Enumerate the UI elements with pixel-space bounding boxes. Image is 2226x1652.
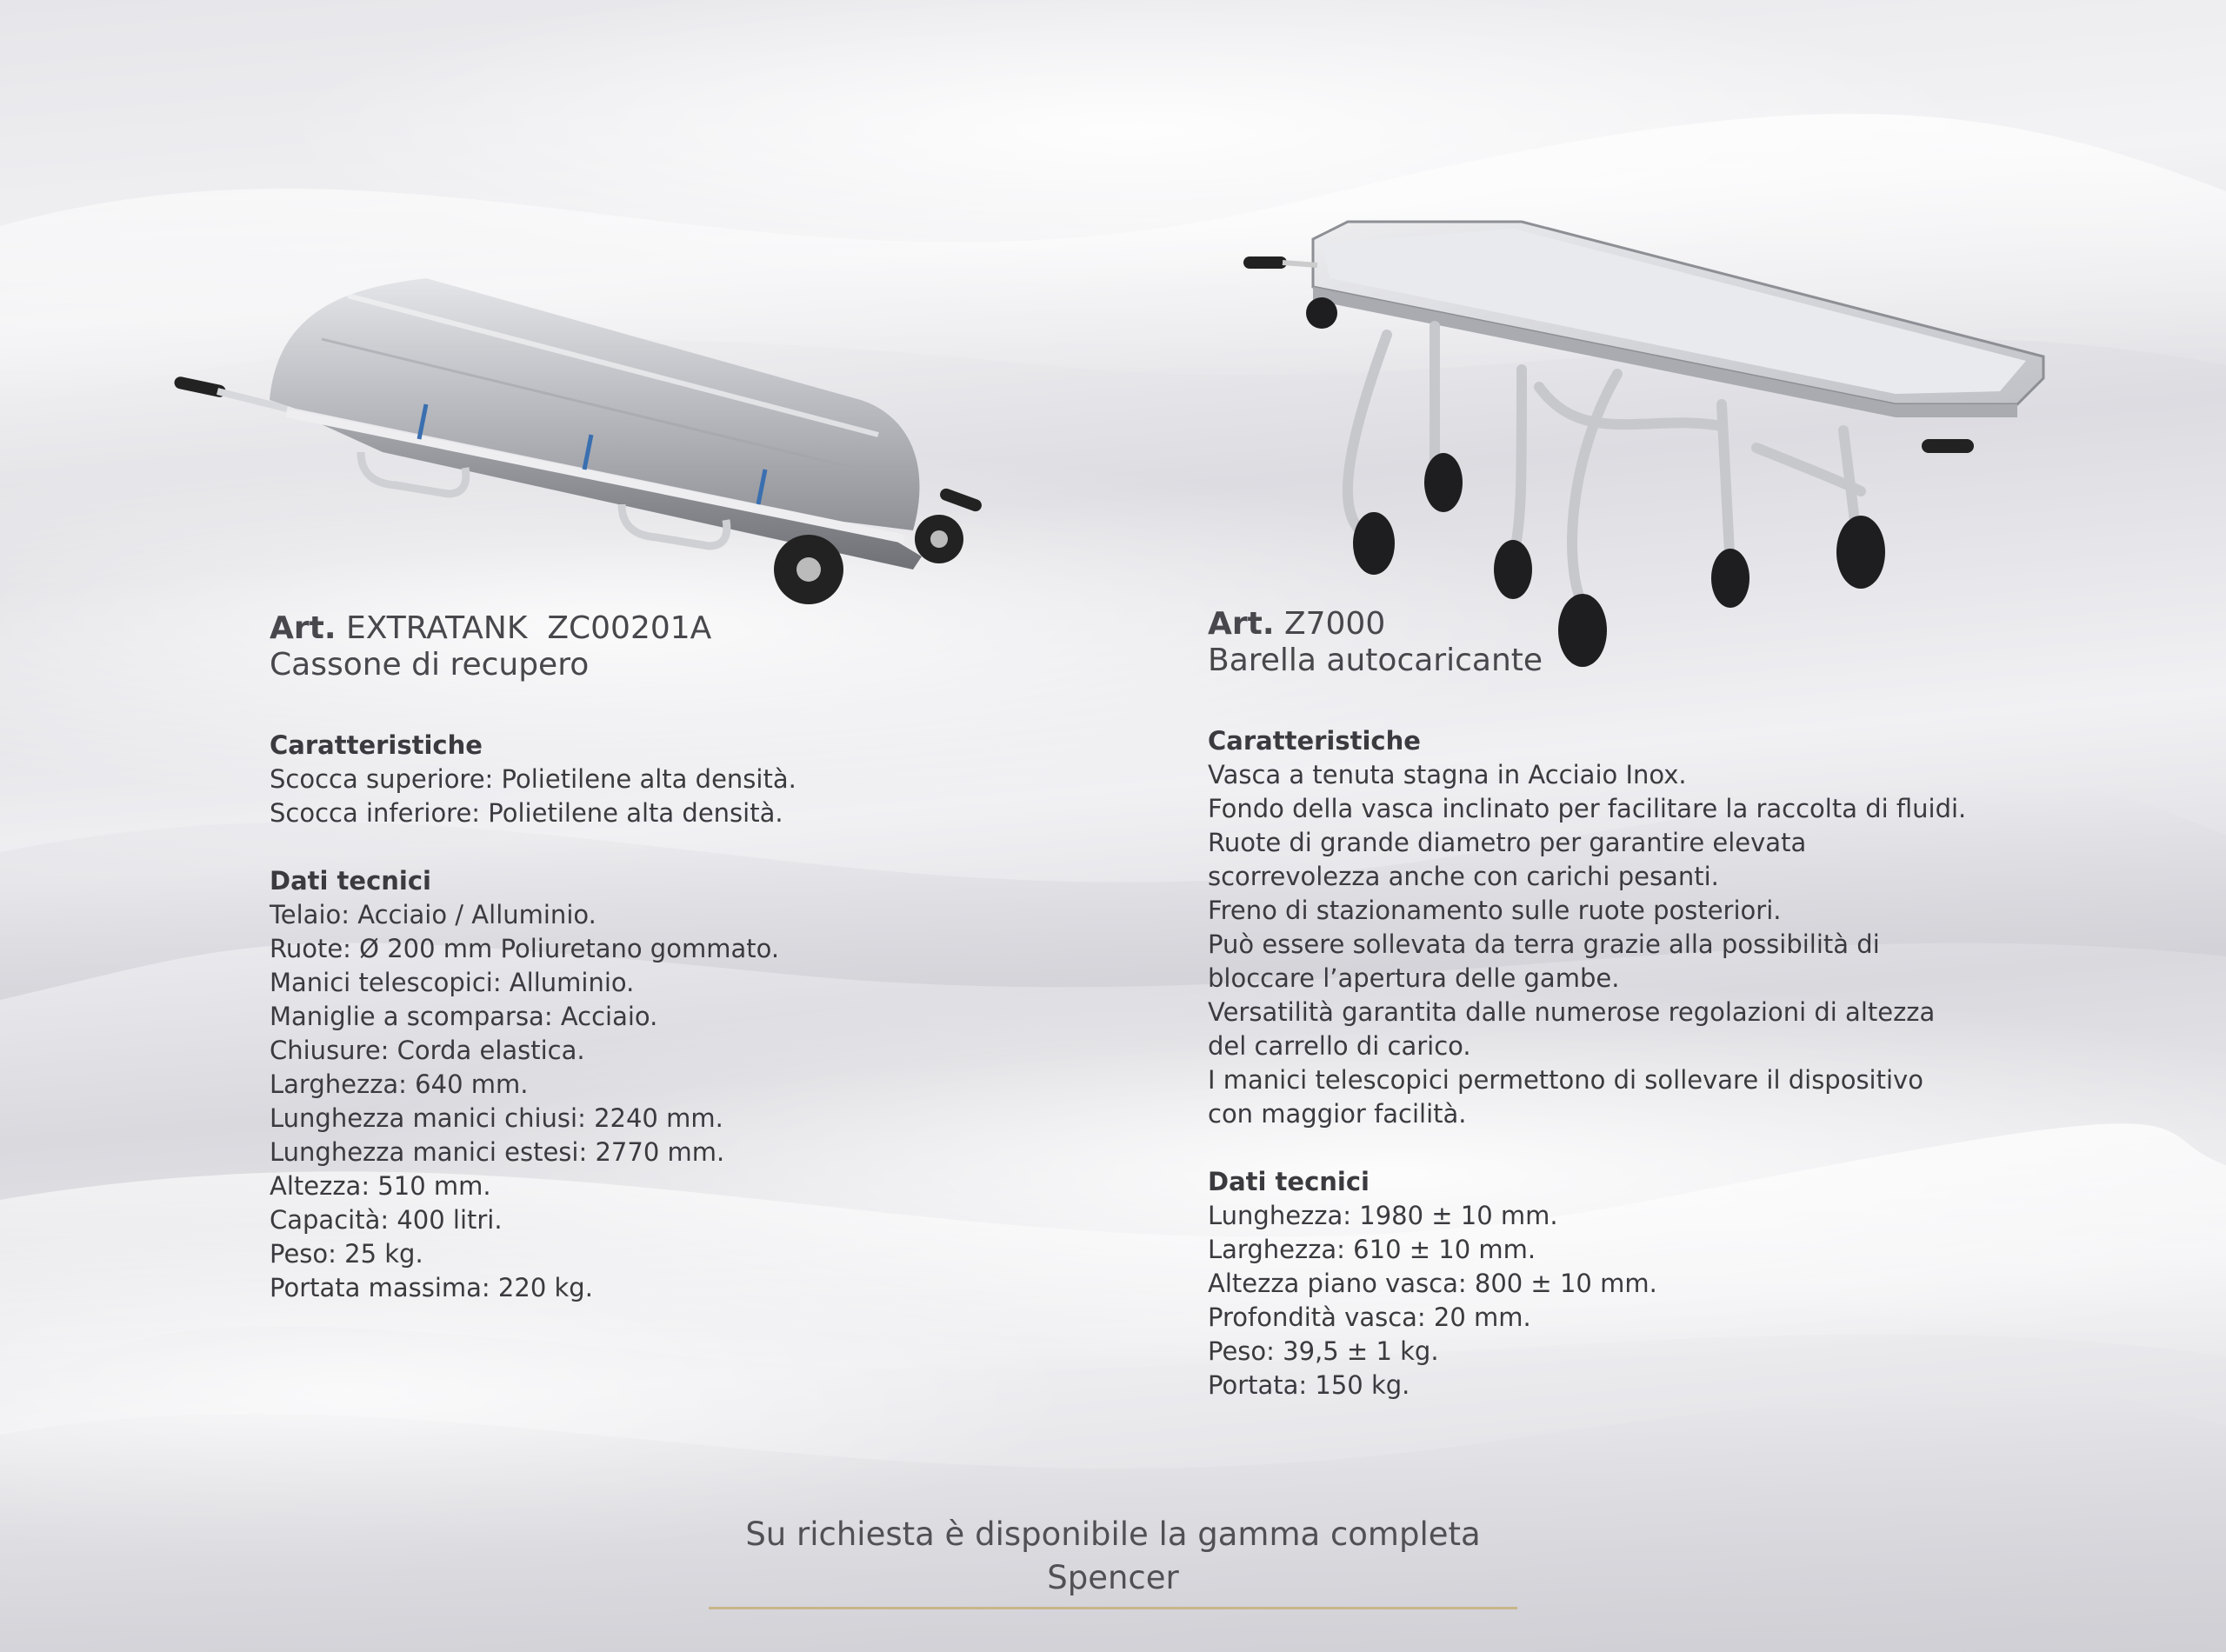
product-z7000 [1208,606,2077,1402]
product-subtitle: Barella autocaricante [1208,643,1543,678]
features-list [270,763,1035,830]
spec-item: Altezza piano vasca: 800 ± 10 mm. [1208,1269,1657,1298]
spec-item: Chiusure: Corda elastica. [270,1036,585,1065]
product-code: Z7000 [1283,606,1386,642]
feature-item: del carrello di carico. [1208,1031,1471,1061]
spec-item: Portata massima: 220 kg. [270,1273,593,1302]
spec-item: Lunghezza: 1980 ± 10 mm. [1208,1201,1558,1230]
spec-item: Peso: 25 kg. [270,1239,423,1269]
spec-item: Lunghezza manici chiusi: 2240 mm. [270,1103,723,1133]
product-code: EXTRATANK ZC00201A [345,610,712,646]
features-heading: Caratteristiche [270,730,483,760]
feature-item: scorrevolezza anche con carichi pesanti. [1208,862,1719,891]
product-subtitle: Cassone di recupero [270,647,590,683]
art-prefix: Art. [270,610,337,646]
spec-item: Capacità: 400 litri. [270,1205,503,1235]
feature-item: I manici telescopici permettono di sollevare il dispositivo [1208,1065,1923,1095]
feature-item: Versatilità garantita dalle numerose regolazioni di altezza [1208,997,1936,1027]
recovery-tank-image [165,270,1000,617]
feature-item: Scocca superiore: Polietilene alta densità. [270,764,796,794]
specs-list [270,898,1035,1305]
feature-item: con maggior facilità. [1208,1099,1467,1129]
features-heading: Caratteristiche [1208,726,1421,756]
spec-item: Larghezza: 640 mm. [270,1069,529,1099]
footer-note: Su richiesta è disponibile la gamma completa Spencer [709,1513,1517,1609]
feature-item: Ruote di grande diametro per garantire elevata [1208,828,1807,857]
spec-item: Portata: 150 kg. [1208,1370,1410,1400]
product-title [1208,606,2077,643]
product-title [270,610,1035,647]
spec-item: Lunghezza manici estesi: 2770 mm. [270,1137,725,1167]
features-list [1208,758,2077,1131]
specs-list [1208,1199,2077,1402]
feature-item: Fondo della vasca inclinato per facilitare la raccolta di fluidi. [1208,794,1967,823]
spec-item: Peso: 39,5 ± 1 kg. [1208,1336,1439,1366]
specs-heading: Dati tecnici [1208,1167,1370,1196]
spec-item: Ruote: Ø 200 mm Poliuretano gommato. [270,934,780,963]
product-extratank [270,610,1035,1305]
spec-item: Larghezza: 610 ± 10 mm. [1208,1235,1536,1264]
spec-item: Manici telescopici: Alluminio. [270,968,635,997]
spec-item: Maniglie a scomparsa: Acciaio. [270,1002,658,1031]
spec-item: Telaio: Acciaio / Alluminio. [270,900,596,929]
feature-item: Scocca inferiore: Polietilene alta densità. [270,798,783,828]
art-prefix: Art. [1208,606,1275,642]
feature-item: Freno di stazionamento sulle ruote posteriori. [1208,896,1782,925]
specs-heading: Dati tecnici [270,866,431,896]
feature-item: bloccare l’apertura delle gambe. [1208,963,1620,993]
feature-item: Vasca a tenuta stagna in Acciaio Inox. [1208,760,1687,789]
feature-item: Può essere sollevata da terra grazie alla possibilità di [1208,929,1880,959]
spec-item: Profondità vasca: 20 mm. [1208,1302,1531,1332]
spec-item: Altezza: 510 mm. [270,1171,491,1201]
